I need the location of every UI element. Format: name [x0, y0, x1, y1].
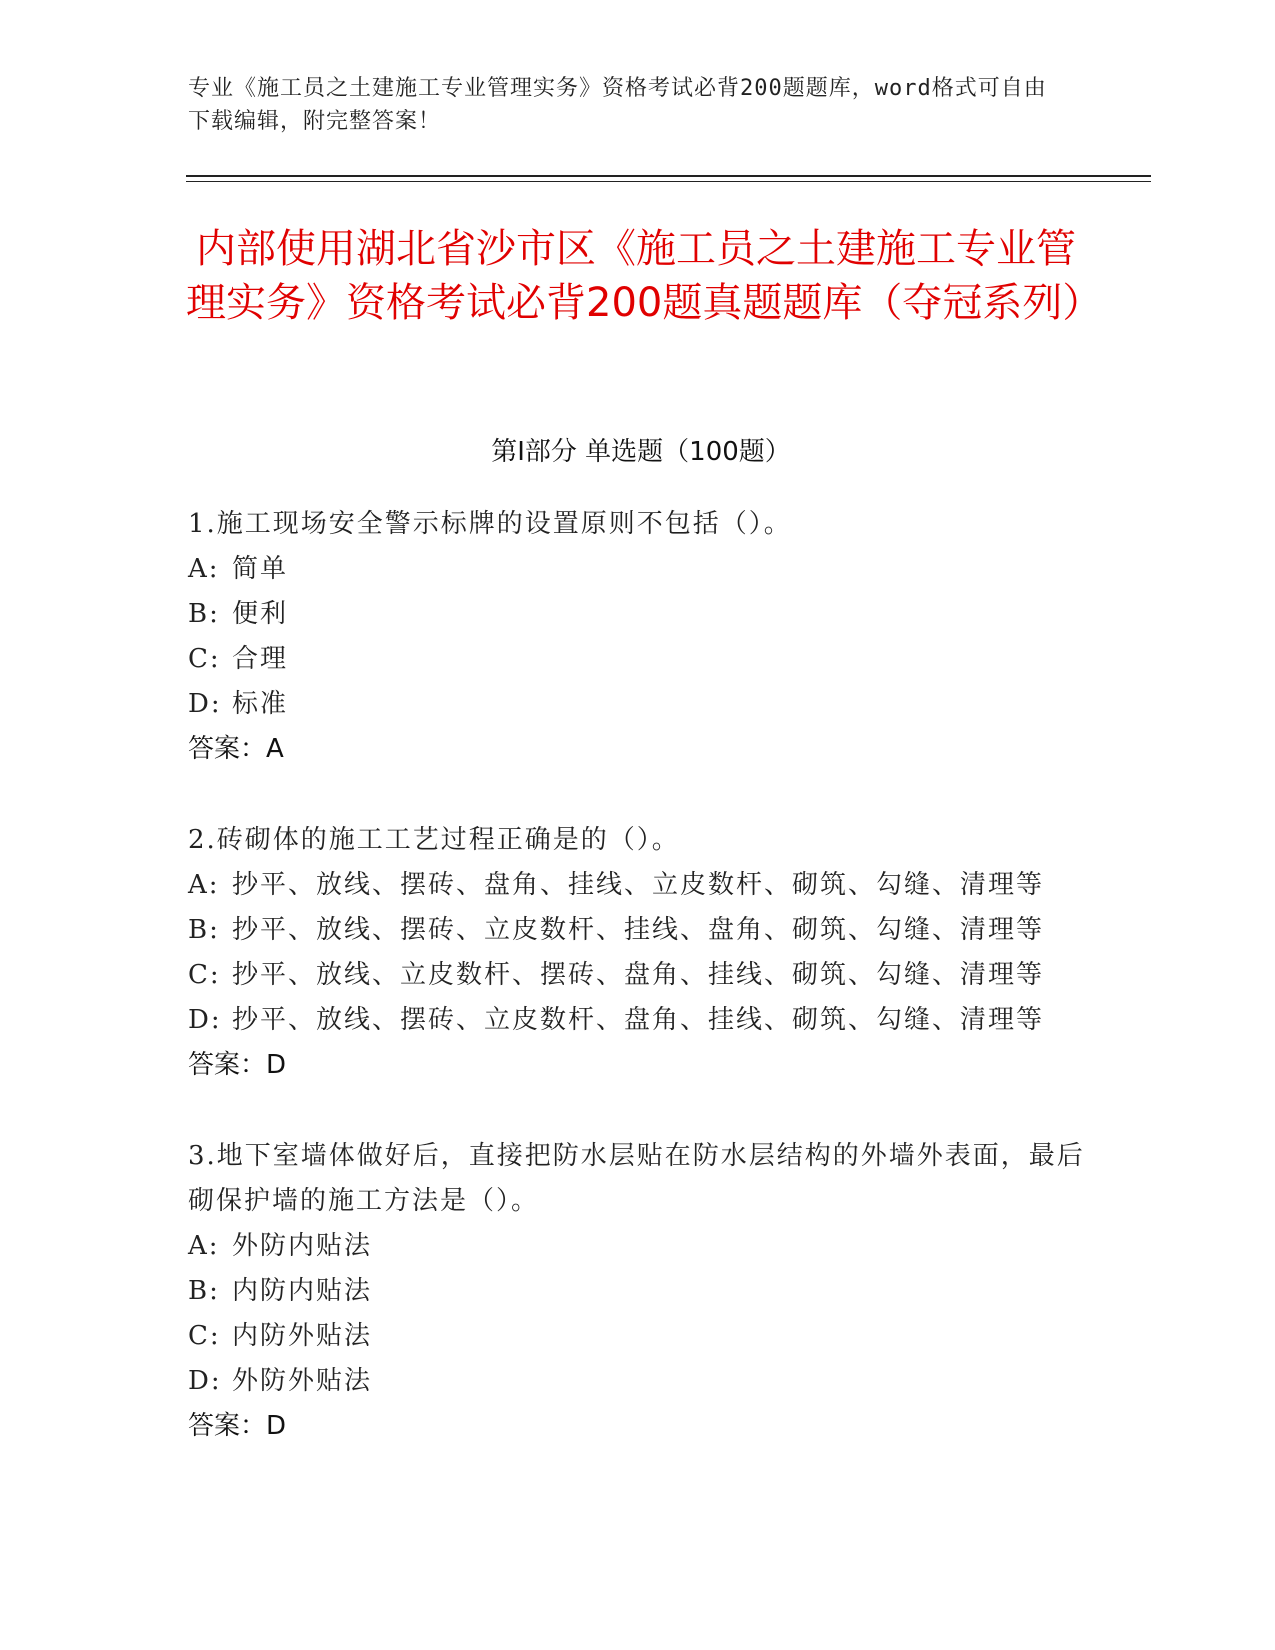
- header-divider-thin: [186, 181, 1151, 182]
- option-a: [188, 863, 1088, 908]
- option-letter: C:: [188, 1321, 221, 1351]
- option-a: [188, 1224, 1088, 1269]
- option-letter: B:: [188, 1276, 220, 1306]
- question-2: [188, 818, 1088, 1088]
- header-divider-thick: [186, 175, 1151, 177]
- question-stem: 1.施工现场安全警示标牌的设置原则不包括（）。: [188, 509, 792, 539]
- option-text: 内防内贴法: [232, 1276, 373, 1306]
- question-1: [188, 502, 1088, 772]
- option-text: 简单: [232, 554, 289, 584]
- option-letter: D:: [188, 1366, 222, 1396]
- option-text: 合理: [232, 644, 289, 674]
- option-letter: A:: [188, 870, 220, 900]
- option-b: [188, 908, 1088, 953]
- option-letter: C:: [188, 644, 221, 674]
- option-letter: D:: [188, 689, 222, 719]
- option-text: 外防内贴法: [232, 1231, 373, 1261]
- option-a: [188, 547, 1088, 592]
- option-text: 抄平、放线、摆砖、立皮数杆、盘角、挂线、砌筑、勾缝、清理等: [232, 1005, 1045, 1035]
- option-b: [188, 1269, 1088, 1314]
- option-c: [188, 953, 1088, 998]
- option-c: [188, 637, 1088, 682]
- document-title: 内部使用湖北省沙市区《施工员之土建施工专业管理实务》资格考试必背200题真题题库（夺冠系列）: [186, 226, 1103, 326]
- option-letter: A:: [188, 554, 220, 584]
- option-text: 内防外贴法: [232, 1321, 373, 1351]
- answer-line: 答案：D: [188, 1411, 287, 1441]
- option-letter: B:: [188, 915, 220, 945]
- option-letter: C:: [188, 960, 221, 990]
- option-text: 抄平、放线、摆砖、盘角、挂线、立皮数杆、砌筑、勾缝、清理等: [232, 870, 1045, 900]
- option-text: 抄平、放线、摆砖、立皮数杆、挂线、盘角、砌筑、勾缝、清理等: [232, 915, 1045, 945]
- option-letter: A:: [188, 1231, 220, 1261]
- option-b: [188, 592, 1088, 637]
- option-text: 便利: [232, 599, 289, 629]
- option-letter: B:: [188, 599, 220, 629]
- option-text: 标准: [232, 689, 289, 719]
- answer-line: 答案：D: [188, 1050, 287, 1080]
- option-text: 抄平、放线、立皮数杆、摆砖、盘角、挂线、砌筑、勾缝、清理等: [232, 960, 1045, 990]
- question-stem: 3.地下室墙体做好后，直接把防水层贴在防水层结构的外墙外表面，最后砌保护墙的施工方法是（）。: [188, 1141, 1085, 1216]
- header-note: 专业《施工员之土建施工专业管理实务》资格考试必背200题题库，word格式可自由下载编辑，附完整答案！: [188, 76, 1047, 134]
- option-d: [188, 998, 1088, 1043]
- option-d: [188, 682, 1088, 727]
- option-text: 外防外贴法: [232, 1366, 373, 1396]
- option-c: [188, 1314, 1088, 1359]
- answer-line: 答案：A: [188, 734, 284, 764]
- section-heading: 第Ⅰ部分 单选题（100题）: [491, 437, 791, 467]
- option-d: [188, 1359, 1088, 1404]
- option-letter: D:: [188, 1005, 222, 1035]
- question-stem: 2.砖砌体的施工工艺过程正确是的（）。: [188, 825, 680, 855]
- question-3: [188, 1134, 1088, 1449]
